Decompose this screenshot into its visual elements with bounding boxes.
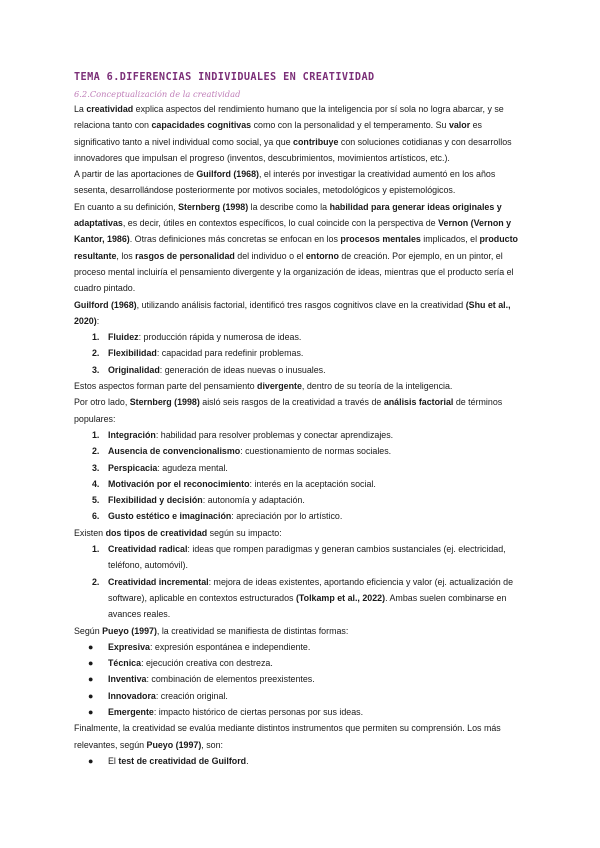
- list-item: ● Expresiva: expresión espontánea e independiente.: [74, 639, 526, 655]
- document-body: [74, 101, 526, 769]
- bullet-icon: ●: [88, 706, 94, 717]
- paragraph-sternberg: Por otro lado, Sternberg (1998) aisló seis rasgos de la creatividad a través de análisis factorial de términos populares:: [74, 397, 503, 424]
- list-item: 3. Perspicacia: agudeza mental.: [92, 462, 228, 473]
- list-item: ● Emergente: impacto histórico de ciertas personas por sus ideas.: [74, 704, 526, 720]
- sternberg-traits-list: [74, 427, 526, 525]
- paragraph-definition: En cuanto a su definición, Sternberg (1998) la describe como la habilidad para generar ideas originales y adaptativas, es decir, útiles en contextos específicos, lo cual coincide con la perspectiva de Vernon (Vernon y Kantor, 1986). Otras definiciones más concretas se enfocan en los procesos mentales implicados, el producto resultante, los rasgos de personalidad del individuo o el entorno de creación. Por ejemplo, en un pintor, el proceso mental incluiría el pensamiento divergente y la organización de ideas, mientras que el producto sería el cuadro pintado.: [74, 201, 518, 294]
- list-item: ● Técnica: ejecución creativa con destreza.: [74, 655, 526, 671]
- list-item: 6. Gusto estético e imaginación: apreciación por lo artístico.: [92, 511, 343, 522]
- creativity-types-list: [74, 541, 526, 622]
- list-item: 2. Flexibilidad: capacidad para redefinir problemas.: [92, 348, 304, 359]
- list-item: 1. Creatividad radical: ideas que rompen paradigmas y generan cambios sustanciales (ej. electricidad, teléfono, automóvil).: [92, 544, 506, 571]
- guilford-traits-list: [74, 329, 526, 378]
- list-item: 2. Creatividad incremental: mejora de ideas existentes, aportando eficiencia y valor (ej. actualización de software), aplicable en contextos estructurados (Tolkamp et al., 2022). Ambas suelen combinarse en avances reales.: [92, 576, 514, 620]
- list-item: ● El test de creatividad de Guilford.: [74, 753, 526, 769]
- list-item: ● Innovadora: creación original.: [74, 688, 526, 704]
- bullet-icon: ●: [88, 674, 94, 685]
- bullet-icon: ●: [88, 641, 94, 652]
- list-item: ● Inventiva: combinación de elementos preexistentes.: [74, 671, 526, 687]
- paragraph-divergent: Estos aspectos forman parte del pensamiento divergente, dentro de su teoría de la inteligencia.: [74, 381, 453, 392]
- list-item: 1. Fluidez: producción rápida y numerosa de ideas.: [92, 332, 302, 343]
- bullet-icon: ●: [88, 658, 94, 669]
- list-item: 2. Ausencia de convencionalismo: cuestionamiento de normas sociales.: [92, 446, 392, 457]
- bullet-icon: ●: [88, 755, 94, 766]
- list-item: 3. Originalidad: generación de ideas nuevas o inusuales.: [92, 364, 326, 375]
- paragraph-evaluation: Finalmente, la creatividad se evalúa mediante distintos instrumentos que permiten su comprensión. Los más relevantes, según Pueyo (1997), son:: [74, 723, 501, 750]
- page-title: TEMA 6.DIFERENCIAS INDIVIDUALES EN CREATIVIDAD: [74, 72, 375, 83]
- instruments-list: [74, 753, 526, 769]
- bullet-icon: ●: [88, 690, 94, 701]
- pueyo-forms-list: [74, 639, 526, 720]
- paragraph-intro: La creatividad explica aspectos del rendimiento humano que la inteligencia por sí sola no logra abarcar, y se relaciona tanto con capacidades cognitivas como con la personalidad y el temperamento. Su valor es significativo tanto a nivel individual como social, ya que contribuye con soluciones cotidianas y con desarrollos innovadores que impulsan el progreso (inventos, descubrimientos, movimientos artísticos, etc.).: [74, 104, 512, 163]
- paragraph-types: Existen dos tipos de creatividad según su impacto:: [74, 527, 282, 538]
- list-item: 4. Motivación por el reconocimiento: interés en la aceptación social.: [92, 478, 376, 489]
- list-item: 1. Integración: habilidad para resolver problemas y conectar aprendizajes.: [92, 429, 394, 440]
- list-item: 5. Flexibilidad y decisión: autonomía y adaptación.: [92, 495, 305, 506]
- section-subtitle: 6.2.Conceptualización de la creatividad: [74, 89, 241, 99]
- paragraph-guilford: Guilford (1968), utilizando análisis factorial, identificó tres rasgos cognitivos clave en la creatividad (Shu et al., 2020):: [74, 299, 511, 326]
- paragraph-history: A partir de las aportaciones de Guilford (1968), el interés por investigar la creatividad aumentó en los años sesenta, desarrollándose posteriormente por motivos sociales, metodológicos y epistemológicos.: [74, 169, 496, 196]
- paragraph-pueyo: Según Pueyo (1997), la creatividad se manifiesta de distintas formas:: [74, 625, 349, 636]
